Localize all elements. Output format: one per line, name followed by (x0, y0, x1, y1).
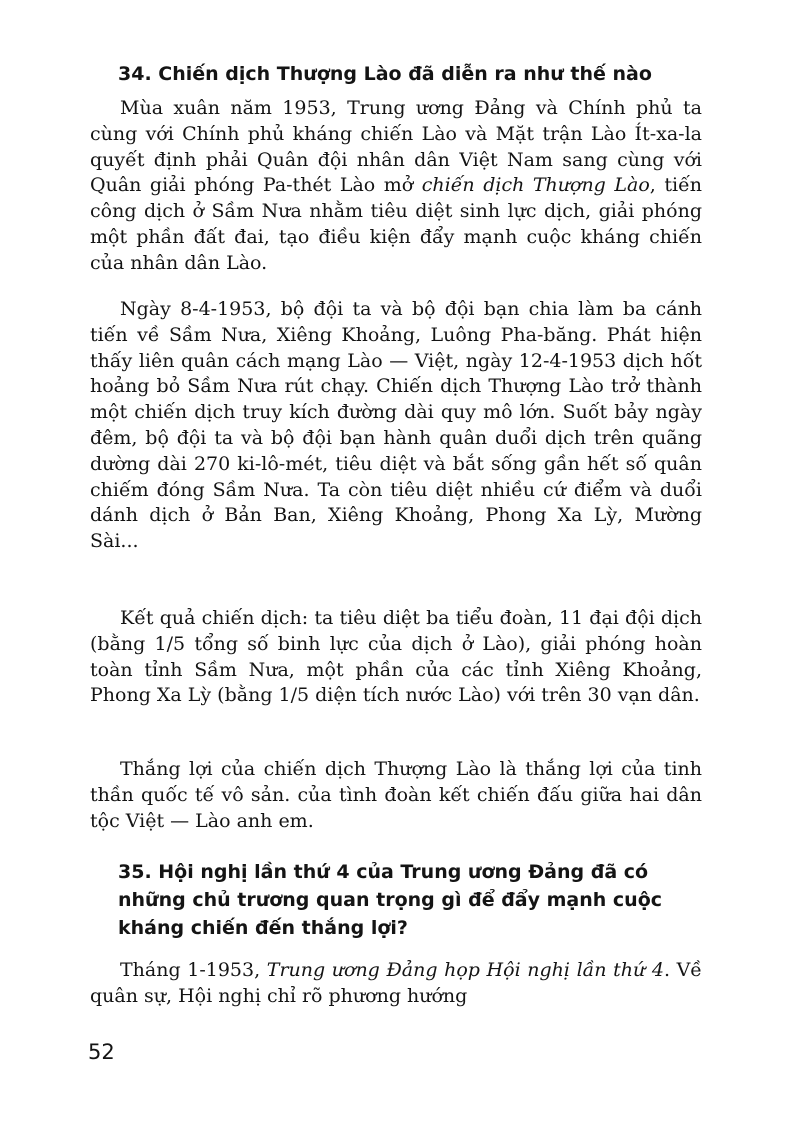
paragraph-text: Tháng 1-1953, (120, 959, 267, 981)
campaign-name: chiến dịch Thượng Lào (421, 174, 650, 197)
paragraph-text: . Về quân sự, Hội nghị chỉ rõ phương hướng (90, 959, 702, 1007)
section-35-paragraph-1 (90, 958, 702, 1010)
section-34-heading: 34. Chiến dịch Thượng Lào đã diễn ra như thế nào (118, 63, 652, 85)
section-35-heading: 35. Hội nghị lần thứ 4 của Trung ương Đảng đã có những chủ trương quan trọng gì để đẩy mạnh cuộc kháng chiến đến thắng lợi? (118, 861, 663, 939)
section-34-paragraph-4: Thắng lợi của chiến dịch Thượng Lào là thắng lợi của tinh thần quốc tế vô sản. của tình đoàn kết chiến đấu giữa hai dân tộc Việt — Lào anh em. (90, 758, 702, 832)
section-34-paragraph-1 (90, 96, 702, 277)
page-number: 52 (88, 1040, 115, 1064)
section-34-paragraph-2: Ngày 8-4-1953, bộ đội ta và bộ đội bạn chia làm ba cánh tiến về Sầm Nưa, Xiêng Khoảng, Luông Pha-băng. Phát hiện thấy liên quân cách mạng Lào — Việt, ngày 12-4-1953 dịch hốt hoảng bỏ Sầm Nưa rút chạy. Chiến dịch Thượng Lào trở thành một chiến dịch truy kích đường dài quy mô lớn. Suốt bảy ngày đêm, bộ đội ta và bộ đội bạn hành quân duổi dịch trên quãng dường dài 270 ki-lô-mét, tiêu diệt và bắt sống gần hết số quân chiếm đóng Sầm Nưa. Ta còn tiêu diệt nhiều cứ điểm và duổi dánh dịch ở Bản Ban, Xiêng Khoảng, Phong Xa Lỳ, Mường Sài... (90, 298, 702, 553)
conference-name: Trung ương Đảng họp Hội nghị lần thứ 4 (266, 959, 664, 981)
paragraph-text: Mùa xuân năm 1953, Trung ương Đảng và Chính phủ ta cùng với Chính phủ kháng chiến Lào và Mặt trận Lào Ít-xa-la quyết định phải Quân đội nhân dân Việt Nam sang cùng với Quân giải phóng Pa-thét Lào mở (90, 97, 702, 197)
paragraph-text: , tiến công dịch ở Sầm Nưa nhằm tiêu diệt sinh lực dịch, giải phóng một phần đất đai, tạo điều kiện đẩy mạnh cuộc kháng chiến của nhân dân Lào. (90, 174, 703, 274)
section-34-paragraph-3: Kết quả chiến dịch: ta tiêu diệt ba tiểu đoàn, 11 đại đội dịch (bằng 1/5 tổng số binh lực của dịch ở Lào), giải phóng hoàn toàn tỉnh Sầm Nưa, một phần của các tỉnh Xiêng Khoảng, Phong Xa Lỳ (bằng 1/5 diện tích nước Lào) với trên 30 vạn dân. (90, 607, 702, 707)
